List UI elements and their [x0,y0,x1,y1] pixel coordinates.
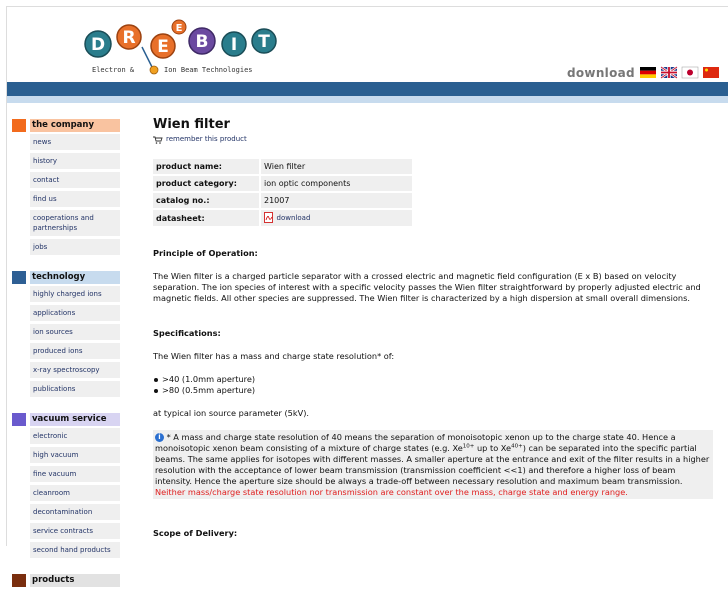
spec-section [153,328,221,339]
info-icon: i [155,433,164,442]
uk-flag-icon[interactable] [661,67,677,78]
datasheet-download-link[interactable]: download [276,214,311,222]
remember-product-label[interactable]: remember this product [166,135,247,143]
japan-flag-icon[interactable] [682,67,698,78]
language-flags [640,67,719,78]
sidebar [12,119,120,603]
sidebar-section-technology [12,271,120,397]
spec-list [153,374,255,396]
sidebar-item-contact[interactable]: contact [30,172,120,188]
list-item: >40 (1.0mm aperture) [153,374,255,385]
note-part-b: up to Xe [474,443,512,453]
spec-heading: Specifications: [153,328,221,338]
sidebar-item-news[interactable]: news [30,134,120,150]
logo-letter-e1: E [157,37,169,57]
catalog-no-value: 21007 [261,193,412,208]
sidebar-item-cooperations[interactable]: cooperations and partnerships [30,210,120,236]
sidebar-item-second-hand[interactable]: second hand products [30,542,120,558]
sidebar-item-electronic[interactable]: electronic [30,428,120,444]
logo-letter-t: T [258,32,270,52]
sidebar-item-decontamination[interactable]: decontamination [30,504,120,520]
scope-heading: Scope of Delivery: [153,528,238,538]
spec-list-block [153,374,255,396]
logo-letter-i: I [230,35,238,55]
logo-tagline-right: Ion Beam Technologies [164,66,253,74]
list-item: >80 (0.5mm aperture) [153,385,255,396]
sidebar-title-products[interactable]: products [30,574,120,587]
sidebar-section-vacuum [12,413,120,558]
resolution-note [153,430,713,499]
sidebar-item-cleanroom[interactable]: cleanroom [30,485,120,501]
principle-text-block [153,271,709,304]
product-category-key: product category: [153,176,259,191]
sidebar-section-company [12,119,120,255]
sidebar-item-produced-ions[interactable]: produced ions [30,343,120,359]
sidebar-item-ion-sources[interactable]: ion sources [30,324,120,340]
principle-section [153,248,258,259]
dreebit-logo[interactable] [82,19,282,79]
top-nav-bar [7,82,728,96]
sidebar-item-fine-vacuum[interactable]: fine vacuum [30,466,120,482]
note-part-a: * A mass and charge state resolution of 40 means the separation of monoisotopic xenon up to the charge state 40. Hence a monoisotopic xenon beam consisting of a mixture of charge states (e.g. Xe [155,432,676,453]
german-flag-icon[interactable] [640,67,656,78]
sidebar-header-company[interactable] [12,119,120,132]
product-name-value: Wien filter [261,159,412,174]
logo-tagline-left: Electron & [92,66,135,74]
principle-heading: Principle of Operation: [153,248,258,258]
main-content [153,117,713,538]
note-sup-10: 10+ [462,443,475,450]
sidebar-header-vacuum[interactable] [12,413,120,426]
sidebar-item-service-contracts[interactable]: service contracts [30,523,120,539]
table-row [153,210,412,226]
datasheet-value[interactable] [261,210,412,226]
page-title: Wien filter [153,117,230,132]
datasheet-key: datasheet: [153,210,259,226]
china-flag-icon[interactable] [703,67,719,78]
spec-param: at typical ion source parameter (5kV). [153,408,309,418]
spec-param-block [153,408,309,419]
sidebar-item-highly-charged-ions[interactable]: highly charged ions [30,286,120,302]
logo-letter-e2: E [175,23,183,34]
catalog-no-key: catalog no.: [153,193,259,208]
sidebar-item-find-us[interactable]: find us [30,191,120,207]
note-warning: Neither mass/charge state resolution nor transmission are constant over the mass, charge state and energy range. [155,487,628,497]
top-nav-bar-accent [7,96,728,103]
resolution-note-text [155,432,711,487]
sidebar-title-company[interactable]: the company [30,119,120,132]
table-row [153,176,412,191]
pdf-icon [264,212,274,223]
product-info-table [151,157,414,228]
vacuum-color-icon [12,413,26,426]
sidebar-section-products [12,574,120,587]
products-color-icon [12,574,26,587]
remember-product-link[interactable] [153,134,713,145]
page-frame [6,6,728,585]
spec-intro: The Wien filter has a mass and charge state resolution* of: [153,351,395,361]
logo-letter-b: B [195,32,209,52]
cart-icon [153,136,162,144]
technology-color-icon [12,271,26,284]
scope-section [153,528,237,539]
principle-text: The Wien filter is a charged particle separator with a crossed electric and magnetic field configuration (E x B) based on velocity separation. The ion species of interest with a specific velocity passes the Wien filter straightforward by properly adjusted electric and magnetic fields. All other species are suppressed. The Wien filter is characterized by a high dispersion at small overall dimensions. [153,271,701,303]
sidebar-title-technology[interactable]: technology [30,271,120,284]
sidebar-title-vacuum[interactable]: vacuum service [30,413,120,426]
sidebar-item-history[interactable]: history [30,153,120,169]
logo-letter-r: R [122,28,136,48]
note-part-c: ) can be separated into the specific partial beams. The same applies for isotopes with different masses. A smaller aperture at the entrance and exit of the filter results in a higher resolution with the acceptance of lower beam transmission (transmission coefficient <<1) and therefore a higher loss of beam intensity. Hence the aperture size should be always a trade-off between necessary resolution and maximum beam transmission. [155,443,710,486]
table-row [153,159,412,174]
logo-letter-d: D [90,35,106,55]
product-name-key: product name: [153,159,259,174]
sidebar-item-high-vacuum[interactable]: high vacuum [30,447,120,463]
header-download-link[interactable]: download [567,66,635,80]
sidebar-item-applications[interactable]: applications [30,305,120,321]
company-color-icon [12,119,26,132]
sidebar-header-products[interactable] [12,574,120,587]
sidebar-item-jobs[interactable]: jobs [30,239,120,255]
product-category-value: ion optic components [261,176,412,191]
spec-intro-block [153,351,394,362]
table-row [153,193,412,208]
sidebar-item-xray-spectroscopy[interactable]: x-ray spectroscopy [30,362,120,378]
note-sup-40: 40+ [511,443,523,450]
sidebar-item-publications[interactable]: publications [30,381,120,397]
sidebar-header-technology[interactable] [12,271,120,284]
